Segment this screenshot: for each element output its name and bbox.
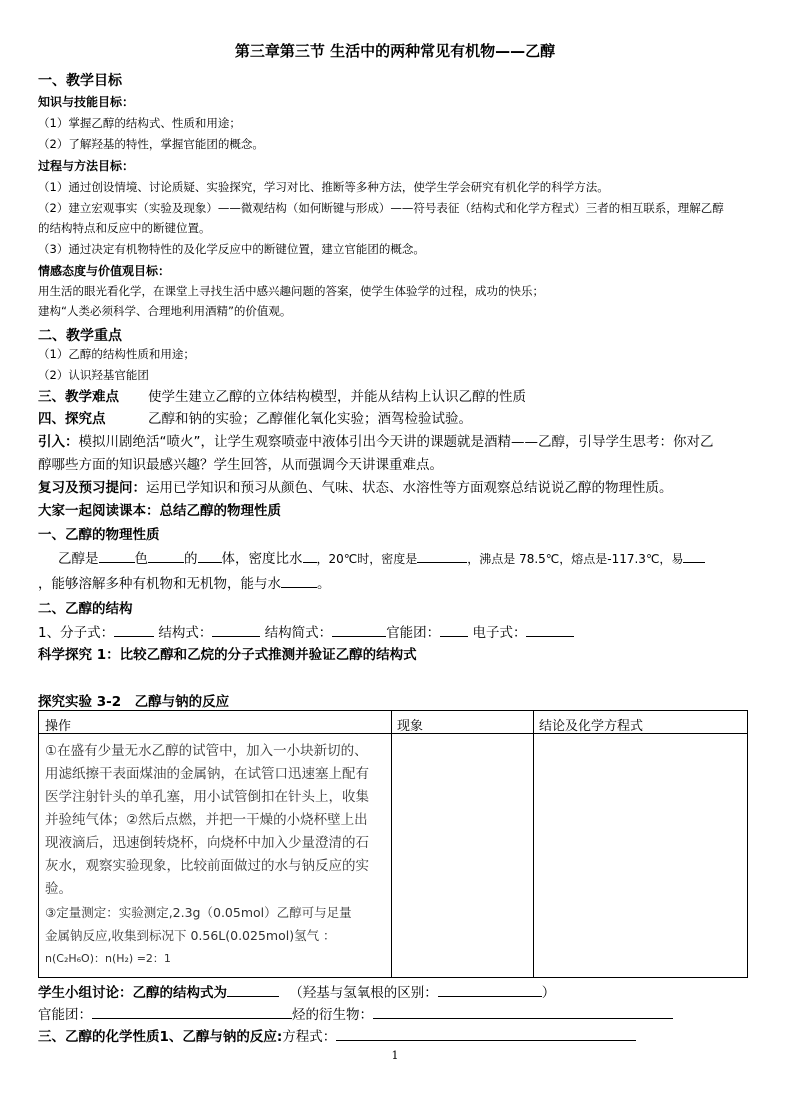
process-item-continued: 的结构特点和反应中的断键位置。 — [38, 221, 211, 235]
reading-instruction: 大家一起阅读课本：总结乙醇的物理性质 — [38, 503, 281, 519]
physical-properties-fill-blank-2 — [38, 572, 331, 592]
fill-text: 官能团： — [38, 1007, 92, 1023]
fill-text: 官能团： — [386, 625, 441, 641]
emotion-item: 建构“人类必须科学、合理地利用酒精”的价值观。 — [38, 304, 292, 318]
fill-text: 电子式： — [472, 625, 527, 641]
blank-density-compare[interactable] — [303, 550, 317, 563]
discussion-label: 学生小组讨论：乙醇的结构式为 — [38, 985, 227, 1001]
fill-text: 。 — [317, 576, 331, 592]
physical-properties-heading: 一、乙醇的物理性质 — [38, 527, 160, 543]
fill-text: ，20℃时，密度是 — [316, 552, 418, 566]
intro-line — [38, 430, 714, 450]
process-item: （2）建立宏观事实（实验及现象）——微观结构（如何断键与形成）——符号表征（结构式和化学方程式）三者的相互联系，理解乙醇 — [38, 201, 724, 215]
review-text: 运用已学知识和预习从颜色、气味、状态、水溶性等方面观察总结说说乙醇的物理性质。 — [146, 480, 673, 496]
cell-line: n(C₂H₆O)：n(H₂) =2：1 — [45, 952, 171, 965]
fill-text: 结构简式： — [264, 625, 333, 641]
explore-line — [38, 407, 472, 427]
discussion-text: ） — [541, 985, 556, 1001]
table-column-divider — [533, 711, 534, 977]
blank-color[interactable] — [99, 550, 135, 563]
fill-text: 方程式： — [282, 1029, 337, 1045]
structure-fill-line — [38, 621, 574, 641]
fill-text: 体，密度比水 — [221, 551, 303, 567]
functional-group-line — [38, 1003, 673, 1023]
fill-text: 1、分子式： — [38, 625, 115, 641]
blank-condensed-formula[interactable] — [332, 624, 386, 637]
cell-line: 并验纯气体；②然后点燃，并把一干燥的小烧杯壁上出 — [45, 812, 368, 828]
experiment-title: 探究实验 3-2 乙醇与钠的反应 — [38, 694, 230, 710]
difficulty-label: 三、教学难点 — [38, 389, 119, 405]
section-teaching-objectives: 一、教学目标 — [38, 73, 122, 89]
process-item: （1）通过创设情境、讨论质疑、实验探究，学习对比、推断等多种方法，使学生学会研究有机化学的科学方法。 — [38, 180, 609, 194]
blank-hydroxyl-difference[interactable] — [438, 984, 542, 997]
knowledge-objectives-heading: 知识与技能目标： — [38, 95, 135, 109]
intro-text: 模拟川剧绝活“喷火”，让学生观察喷壶中液体引出今天讲的课题就是酒精——乙醇，引导学生思考：你对乙 — [78, 434, 714, 450]
process-item: （3）通过决定有机物特性的及化学反应中的断键位置，建立官能团的概念。 — [38, 242, 425, 256]
fill-text: 结构式： — [158, 625, 213, 641]
blank-functional-group[interactable] — [440, 624, 468, 637]
blank-odor[interactable] — [148, 550, 184, 563]
intro-line-continued: 醇哪些方面的知识最感兴趣？学生回答，从而强调今天讲课重难点。 — [38, 457, 443, 473]
fill-text: 烃的衍生物： — [292, 1007, 373, 1023]
knowledge-item: （1）掌握乙醇的结构式、性质和用途； — [38, 116, 241, 130]
emotion-item: 用生活的眼光看化学，在课堂上寻找生活中感兴趣问题的答案，使学生体验学的过程，成功的快乐； — [38, 284, 544, 298]
table-column-divider — [391, 711, 392, 977]
physical-properties-fill-blank — [58, 547, 705, 567]
process-objectives-heading: 过程与方法目标： — [38, 159, 135, 173]
explore-text: 乙醇和钠的实验；乙醇催化氧化实验；酒驾检验试验。 — [148, 411, 472, 427]
table-header-operation: 操作 — [45, 719, 72, 734]
table-header-conclusion: 结论及化学方程式 — [539, 719, 644, 734]
table-header-phenomenon: 现象 — [397, 719, 424, 734]
fill-text: ，沸点是 78.5℃，熔点是-117.3℃，易 — [467, 552, 684, 566]
blank-volatility[interactable] — [683, 550, 705, 563]
blank-density[interactable] — [417, 550, 467, 563]
chemical-properties-heading: 三、乙醇的化学性质1、乙醇与钠的反应: — [38, 1029, 283, 1045]
blank-electron-formula[interactable] — [526, 624, 574, 637]
blank-structural-formula[interactable] — [212, 624, 260, 637]
key-point-item: （2）认识羟基官能团 — [38, 368, 149, 382]
cell-line: ③定量测定：实验测定,2.3g（0.05mol）乙醇可与足量 — [45, 905, 352, 920]
cell-line: 验。 — [45, 881, 72, 897]
key-point-item: （1）乙醇的结构性质和用途； — [38, 347, 195, 361]
table-cell-operation — [45, 740, 385, 970]
science-inquiry-heading: 科学探究 1：比较乙醇和乙烷的分子式推测并验证乙醇的结构式 — [38, 647, 417, 663]
fill-text: 色 — [134, 551, 148, 567]
blank-functional-group-2[interactable] — [92, 1006, 292, 1019]
blank-miscibility[interactable] — [281, 575, 317, 588]
experiment-table — [38, 710, 748, 978]
page-title: 第三章第三节 生活中的两种常见有机物——乙醇 — [234, 42, 556, 60]
cell-line: 现液滴后，迅速倒转烧杯，向烧杯中加入少量澄清的石 — [45, 835, 369, 851]
intro-label: 引入： — [38, 434, 79, 450]
difficulty-line — [38, 385, 526, 405]
cell-line: 灰水，观察实验现象，比较前面做过的水与钠反应的实 — [45, 858, 369, 874]
fill-text: ，能够溶解多种有机物和无机物，能与水 — [38, 576, 281, 592]
knowledge-item: （2）了解羟基的特性，掌握官能团的概念。 — [38, 137, 264, 151]
group-discussion-line — [38, 981, 555, 1001]
fill-text: 乙醇是 — [58, 551, 99, 567]
blank-equation[interactable] — [336, 1028, 636, 1041]
review-label: 复习及预习提问： — [38, 480, 146, 496]
difficulty-text: 使学生建立乙醇的立体结构模型，并能从结构上认识乙醇的性质 — [148, 389, 526, 405]
structure-heading: 二、乙醇的结构 — [38, 601, 133, 617]
cell-line: 用滤纸擦干表面煤油的金属钠，在试管口迅速塞上配有 — [45, 766, 369, 782]
page-number: 1 — [391, 1049, 399, 1062]
cell-line: ①在盛有少量无水乙醇的试管中，加入一小块新切的、 — [45, 743, 368, 759]
fill-text: 的 — [184, 551, 198, 567]
cell-line: 金属钠反应,收集到标况下 0.56L(0.025mol)氢气 ： — [45, 928, 336, 943]
blank-state[interactable] — [198, 550, 222, 563]
emotion-objectives-heading: 情感态度与价值观目标： — [38, 264, 171, 278]
blank-discussion-structure[interactable] — [227, 984, 279, 997]
explore-label: 四、探究点 — [38, 411, 106, 427]
blank-molecular-formula[interactable] — [114, 624, 154, 637]
chemical-properties-line — [38, 1025, 636, 1045]
blank-derivative[interactable] — [373, 1006, 673, 1019]
section-key-points: 二、教学重点 — [38, 328, 122, 344]
cell-line: 医学注射针头的单孔塞，用小试管倒扣在针头上，收集 — [45, 789, 369, 805]
discussion-text: （羟基与氢氧根的区别： — [289, 985, 438, 1001]
review-line — [38, 476, 673, 496]
